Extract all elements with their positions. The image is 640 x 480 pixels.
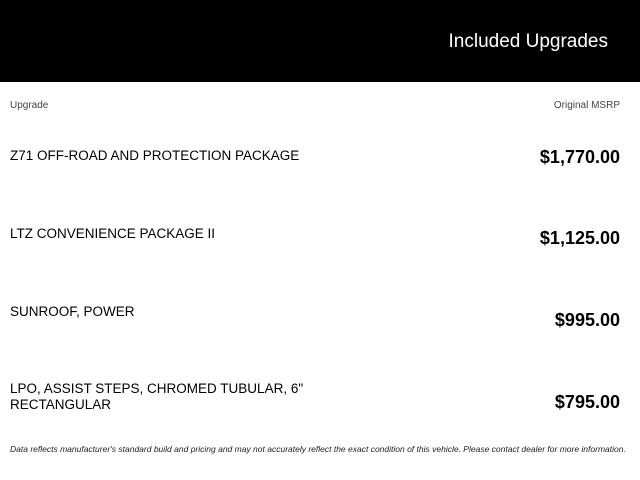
header-bar: [0, 0, 640, 82]
upgrade-name: LPO, ASSIST STEPS, CHROMED TUBULAR, 6" RECTANGULAR: [10, 381, 304, 412]
msrp-column-header: Original MSRP: [553, 100, 620, 111]
upgrade-price: $1,770.00: [539, 147, 620, 167]
upgrade-name: SUNROOF, POWER: [10, 304, 135, 319]
page-title: Included Upgrades: [448, 31, 608, 52]
upgrade-price: $1,125.00: [539, 228, 620, 248]
upgrade-name: Z71 OFF-ROAD AND PROTECTION PACKAGE: [10, 148, 300, 163]
upgrade-price: $795.00: [554, 392, 620, 412]
disclaimer-text: Data reflects manufacturer's standard build and pricing and may not accurately reflect the exact condition of this vehicle. Please contact dealer for more information.: [10, 444, 626, 454]
upgrade-column-header: Upgrade: [10, 100, 49, 111]
upgrade-name: LTZ CONVENIENCE PACKAGE II: [10, 226, 216, 241]
upgrade-price: $995.00: [554, 310, 620, 330]
